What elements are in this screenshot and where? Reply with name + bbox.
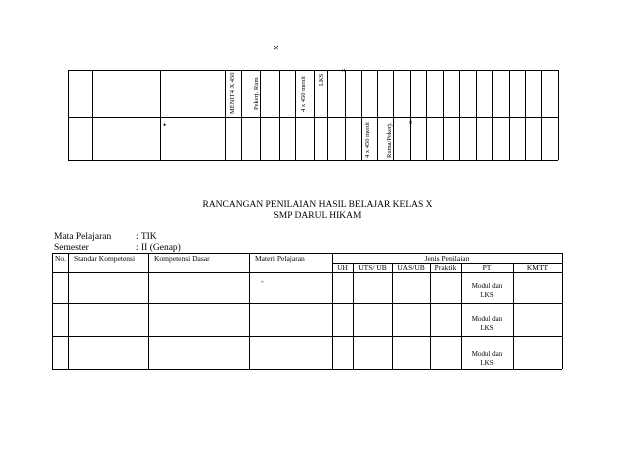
upper-cell-duration-text: 4 x 450 menit [364,122,371,158]
table-col-line [68,253,69,369]
upper-cell-lks-text: LKS [318,73,325,86]
upper-table-col-line [443,70,444,160]
table-subcol-line [513,263,514,369]
upper-cell-x-mark: X [273,45,280,50]
upper-table-col-line [314,70,315,160]
upper-table-col-line [492,70,493,160]
subheader-uh: UH [337,263,348,272]
upper-cell-task-text: Pekerj. Rum [253,77,260,110]
upper-table-col-line [241,70,242,160]
table-col-line [148,253,149,369]
upper-table-border-top [68,70,558,71]
upper-table-col-line [410,70,411,160]
table-subcol-line [353,263,354,369]
upper-table-border-bottom [68,160,558,161]
subject-label: Mata Pelajaran [54,232,112,242]
subject-value: : TIK [136,232,157,242]
page-title: RANCANGAN PENILAIAN HASIL BELAJAR KELAS X [202,200,433,210]
table-header-bottom [52,272,562,273]
pt-cell-line: LKS [480,324,494,332]
subheader-uas-ub: UAS/UB [397,263,425,272]
upper-cell-duration-text: MENIT4 X 450 [229,72,236,114]
subheader-uts-ub: UTS/ UB [358,263,387,272]
upper-table-row-divider [68,117,558,118]
header-materi-pelajaran: Materi Pelajaran [255,254,305,263]
upper-table-col-line [225,70,226,160]
upper-table-col-line [525,70,526,160]
upper-table-col-line [345,70,346,160]
upper-table-col-line [459,70,460,160]
header-kompetensi-dasar: Kompetensi Dasar [154,254,210,263]
upper-table-col-line [160,70,161,160]
school-name: SMP DARUL HIKAM [273,211,362,221]
table-col-line [562,253,563,369]
table-col-line [52,253,53,369]
upper-table-col-line [327,70,328,160]
table-subcol-line [430,263,431,369]
upper-table-col-line [426,70,427,160]
header-jenis-penilaian: Jenis Penilaian [424,254,470,263]
pt-cell-line: LKS [480,291,494,299]
semester-label: Semester [54,243,89,253]
row-bullet-marker: ◦ [261,277,264,286]
table-row [461,315,513,333]
upper-table-col-line [68,70,69,160]
upper-table-col-line [476,70,477,160]
upper-table-col-line [393,70,394,160]
subheader-kmtt: KMTT [526,263,549,272]
upper-table-col-line [279,70,280,160]
table-row-line [52,303,562,304]
upper-table-col-line [260,70,261,160]
subheader-praktik: Praktik [434,263,457,272]
table-row [461,282,513,300]
header-standar-kompetensi: Standar Kompetensi [74,254,136,263]
upper-cell-task-text: Ruma/Pekerj. [386,122,393,158]
upper-cell-x-mark: x [340,68,347,72]
upper-table-col-line [558,70,559,160]
upper-cell-bullet: • [163,120,167,130]
upper-table-col-line [541,70,542,160]
pt-cell-line: Modul dan [471,315,503,323]
upper-cell-duration-text: 4 x 450 menit [300,76,307,112]
table-row-line [52,336,562,337]
table-row [461,350,513,368]
upper-table-col-line [295,70,296,160]
table-col-line [249,253,250,369]
header-no: No. [55,254,67,263]
subheader-pt: PT [482,263,492,272]
upper-table-col-line [509,70,510,160]
pt-cell-line: LKS [480,359,494,367]
semester-value: : II (Genap) [136,243,181,253]
upper-cell-x-mark: x [407,120,414,124]
table-border-bottom [52,369,562,370]
upper-table-col-line [361,70,362,160]
table-subcol-line [392,263,393,369]
upper-table-col-line [92,70,93,160]
upper-table-col-line [377,70,378,160]
pt-cell-line: Modul dan [471,282,503,290]
pt-cell-line: Modul dan [471,350,503,358]
